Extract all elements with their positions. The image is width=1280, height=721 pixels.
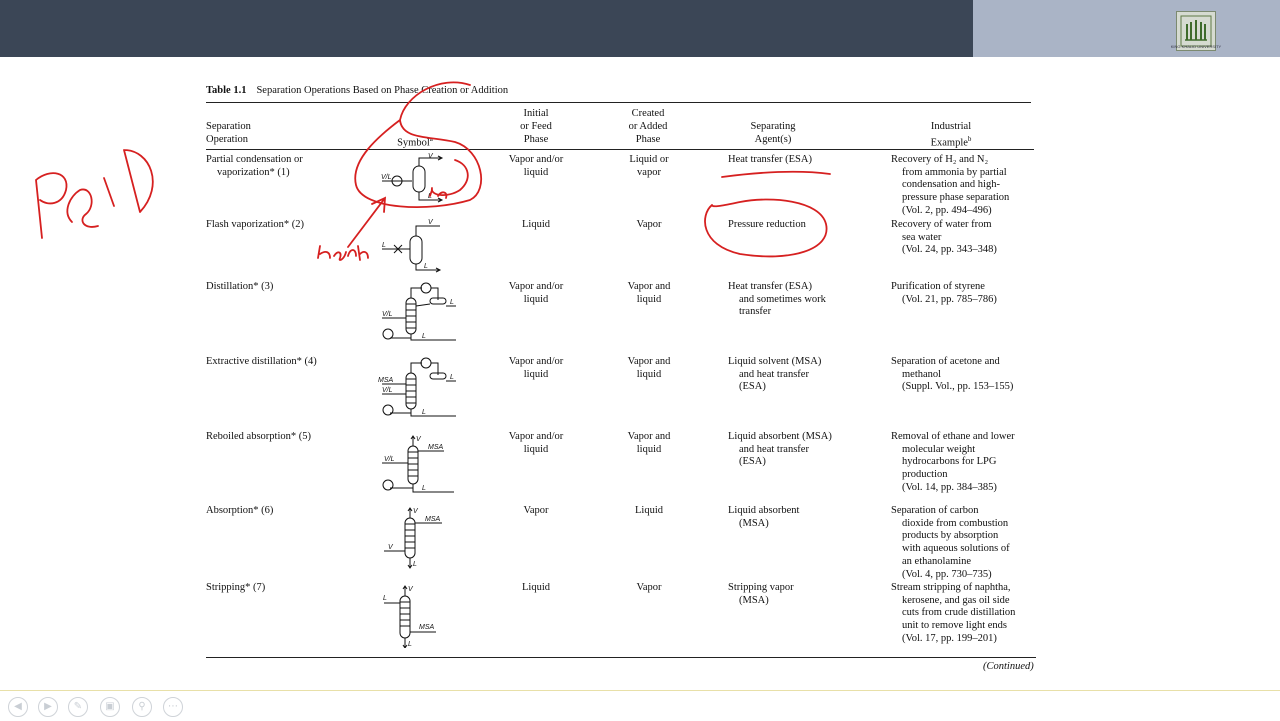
cell-feed-phase <box>496 582 576 595</box>
cell-feed-phase <box>496 281 576 306</box>
pen-icon[interactable]: ✎ <box>68 697 88 717</box>
ink-d-letter <box>124 150 153 212</box>
table-caption <box>206 85 508 96</box>
cell-line: Stripping* (7) <box>206 582 266 593</box>
cell-line: methanol <box>902 368 942 380</box>
cell-created-phase <box>608 219 690 232</box>
svg-text:V: V <box>428 153 433 160</box>
cell-line: dioxide from combustion <box>902 517 1009 529</box>
process-symbols <box>370 148 470 648</box>
cell-line: (MSA) <box>739 517 769 529</box>
cell-line: Purification of styrene <box>891 281 985 292</box>
cell-line: liquid <box>636 443 662 455</box>
cell-line: (Vol. 14, pp. 384–385) <box>902 481 997 493</box>
table-title: Separation Operations Based on Phase Creation or Addition <box>256 85 509 96</box>
cell-line: Liquid <box>635 505 663 516</box>
cell-operation <box>206 281 356 294</box>
cell-line: liquid <box>523 368 549 380</box>
ink-underline-heat <box>722 172 830 177</box>
cell-line: Absorption* (6) <box>206 505 274 516</box>
svg-text:L: L <box>428 193 432 200</box>
symbol-flash-vaporization <box>382 226 440 272</box>
cell-line: Liquid solvent (MSA) <box>728 356 822 367</box>
cell-line: Vapor <box>636 219 662 230</box>
cell-industrial-example <box>891 431 1041 495</box>
cell-line: an ethanolamine <box>902 555 972 567</box>
cell-separating-agent <box>728 505 848 530</box>
cell-industrial-example <box>891 582 1041 646</box>
cell-created-phase <box>608 505 690 518</box>
cell-separating-agent <box>728 431 848 469</box>
svg-text:L: L <box>408 641 412 648</box>
slides-icon[interactable]: ▣ <box>100 697 120 717</box>
cell-separating-agent <box>728 582 848 607</box>
svg-text:V: V <box>388 544 393 551</box>
svg-text:L: L <box>422 409 426 416</box>
svg-text:L: L <box>382 242 386 249</box>
svg-text:L: L <box>450 299 454 306</box>
logo-caption: KING KHALID UNIVERSITY <box>1170 44 1222 49</box>
cell-line: Recovery of water from <box>891 219 992 230</box>
cell-operation <box>206 582 356 595</box>
cell-line: Partial condensation or <box>206 154 303 165</box>
cell-feed-phase <box>496 356 576 381</box>
cell-industrial-example <box>891 219 1041 257</box>
cell-separating-agent <box>728 281 848 319</box>
svg-text:L: L <box>383 595 387 602</box>
cell-line: liquid <box>636 368 662 380</box>
cell-created-phase <box>608 582 690 595</box>
cell-line: Removal of ethane and lower <box>891 431 1015 442</box>
cell-line: Stream stripping of naphtha, <box>891 582 1011 593</box>
cell-created-phase <box>608 154 690 179</box>
cell-created-phase <box>608 431 690 456</box>
svg-text:L: L <box>422 485 426 492</box>
svg-text:L: L <box>422 333 426 340</box>
table-top-rule <box>206 102 1031 103</box>
cell-feed-phase <box>496 219 576 232</box>
previous-icon[interactable]: ◀ <box>8 697 28 717</box>
cell-line: Liquid absorbent (MSA) <box>728 431 832 442</box>
cell-feed-phase <box>496 505 576 518</box>
svg-text:V: V <box>416 436 421 443</box>
header-created-phase: Created or Added Phase <box>628 108 668 145</box>
slide-player-controls <box>0 690 1280 721</box>
cell-line: Vapor and/or <box>508 281 564 292</box>
cell-line: with aqueous solutions of <box>902 543 1010 555</box>
svg-text:MSA: MSA <box>425 516 441 523</box>
cell-line: (Suppl. Vol., pp. 153–155) <box>902 381 1014 393</box>
cell-created-phase <box>608 281 690 306</box>
cell-line: (ESA) <box>739 456 766 468</box>
next-icon[interactable]: ▶ <box>38 697 58 717</box>
cell-line: pressure phase separation <box>902 192 1010 204</box>
table-bottom-rule <box>206 657 1036 658</box>
svg-text:V/L: V/L <box>384 456 395 463</box>
continued-note: (Continued) <box>983 661 1034 672</box>
cell-line: and heat transfer <box>739 443 809 455</box>
cell-line: (Vol. 17, pp. 199–201) <box>902 632 997 644</box>
cell-line: liquid <box>636 293 662 305</box>
zoom-icon[interactable]: ⚲ <box>132 697 152 717</box>
svg-text:V/L: V/L <box>382 387 393 394</box>
cell-line: sea water <box>902 231 942 243</box>
cell-line: Vapor and/or <box>508 431 564 442</box>
cell-line: transfer <box>739 306 772 318</box>
cell-line: Liquid <box>522 219 550 230</box>
cell-line: Vapor <box>523 505 549 516</box>
ink-heater-word <box>318 246 368 260</box>
cell-created-phase <box>608 356 690 381</box>
cell-operation <box>206 219 356 232</box>
svg-text:MSA: MSA <box>378 377 394 384</box>
cell-line: Distillation* (3) <box>206 281 274 292</box>
svg-text:V: V <box>408 586 413 593</box>
svg-text:V/L: V/L <box>381 174 392 181</box>
more-icon[interactable]: ⋯ <box>163 697 183 717</box>
cell-line: liquid <box>523 443 549 455</box>
cell-operation <box>206 154 356 179</box>
ink-p-letter <box>36 173 67 238</box>
cell-line: vaporization* (1) <box>217 166 290 178</box>
cell-line: Heat transfer (ESA) <box>728 281 812 292</box>
cell-feed-phase <box>496 154 576 179</box>
cell-line: kerosene, and gas oil side <box>902 594 1010 606</box>
cell-line: liquid <box>523 166 549 178</box>
cell-line: and sometimes work <box>739 293 826 305</box>
svg-text:V: V <box>428 219 433 226</box>
svg-text:L: L <box>424 263 428 270</box>
svg-text:V: V <box>413 508 418 515</box>
cell-line: Separation of carbon <box>891 505 979 516</box>
cell-line: production <box>902 469 948 481</box>
cell-line: Liquid or <box>629 154 669 165</box>
cell-feed-phase <box>496 431 576 456</box>
symbol-extractive-distillation <box>382 358 456 416</box>
cell-line: and heat transfer <box>739 368 809 380</box>
cell-line: vapor <box>637 166 661 178</box>
cell-line: (Vol. 4, pp. 730–735) <box>902 568 992 580</box>
cell-line: Vapor and <box>627 356 671 367</box>
cell-line: Recovery of H₂ and N₂ <box>891 154 989 165</box>
symbol-stripping <box>384 586 436 648</box>
ink-i-letter <box>104 178 114 206</box>
symbol-reboiled-absorption <box>382 436 454 492</box>
cell-line: Vapor and <box>627 431 671 442</box>
top-banner-accent <box>973 0 1280 57</box>
cell-line: Vapor and/or <box>508 154 564 165</box>
cell-separating-agent <box>728 356 848 394</box>
header-feed-phase: Initial or Feed Phase <box>520 108 552 145</box>
top-banner <box>0 0 973 57</box>
cell-line: condensation and high- <box>902 179 1000 191</box>
cell-separating-agent <box>728 154 848 167</box>
cell-line: (Vol. 2, pp. 494–496) <box>902 204 992 216</box>
cell-operation <box>206 431 356 444</box>
cell-operation <box>206 505 356 518</box>
ink-amp <box>67 189 98 226</box>
cell-line: Extractive distillation* (4) <box>206 356 317 367</box>
header-symbol: Symbol$^a$ <box>397 135 433 149</box>
cell-separating-agent <box>728 219 848 232</box>
cell-industrial-example <box>891 356 1041 394</box>
cell-industrial-example <box>891 154 1041 218</box>
cell-line: Vapor and/or <box>508 356 564 367</box>
cell-line: Liquid absorbent <box>728 505 800 516</box>
cell-line: Pressure reduction <box>728 219 806 230</box>
cell-line: Vapor and <box>627 281 671 292</box>
cell-line: Reboiled absorption* (5) <box>206 431 311 442</box>
cell-line: hydrocarbons for LPG <box>902 456 997 468</box>
symbol-distillation <box>382 283 456 340</box>
cell-line: Liquid <box>522 582 550 593</box>
svg-text:L: L <box>413 561 417 568</box>
cell-line: Flash vaporization* (2) <box>206 219 304 230</box>
cell-line: cuts from crude distillation <box>902 607 1016 619</box>
cell-line: (MSA) <box>739 594 769 606</box>
header-industrial-example: Industrial Example$^b$ <box>930 121 972 149</box>
svg-text:L: L <box>450 374 454 381</box>
table-number: Table 1.1 <box>206 85 247 96</box>
cell-line: (Vol. 24, pp. 343–348) <box>902 244 997 256</box>
svg-text:MSA: MSA <box>419 624 435 631</box>
cell-line: unit to remove light ends <box>902 620 1007 632</box>
cell-industrial-example <box>891 281 1041 306</box>
cell-line: liquid <box>523 293 549 305</box>
svg-text:MSA: MSA <box>428 444 444 451</box>
cell-line: Vapor <box>636 582 662 593</box>
cell-line: (Vol. 21, pp. 785–786) <box>902 293 997 305</box>
header-operation: Separation Operation <box>206 121 251 145</box>
cell-operation <box>206 356 356 369</box>
cell-line: (ESA) <box>739 381 766 393</box>
cell-line: molecular weight <box>902 443 976 455</box>
cell-line: from ammonia by partial <box>902 166 1007 178</box>
cell-line: Heat transfer (ESA) <box>728 154 812 165</box>
cell-line: Stripping vapor <box>728 582 794 593</box>
cell-line: Separation of acetone and <box>891 356 1000 367</box>
svg-text:V/L: V/L <box>382 311 393 318</box>
cell-line: products by absorption <box>902 530 999 542</box>
cell-industrial-example <box>891 505 1041 581</box>
header-separating-agent: Separating Agent(s) <box>750 121 796 145</box>
